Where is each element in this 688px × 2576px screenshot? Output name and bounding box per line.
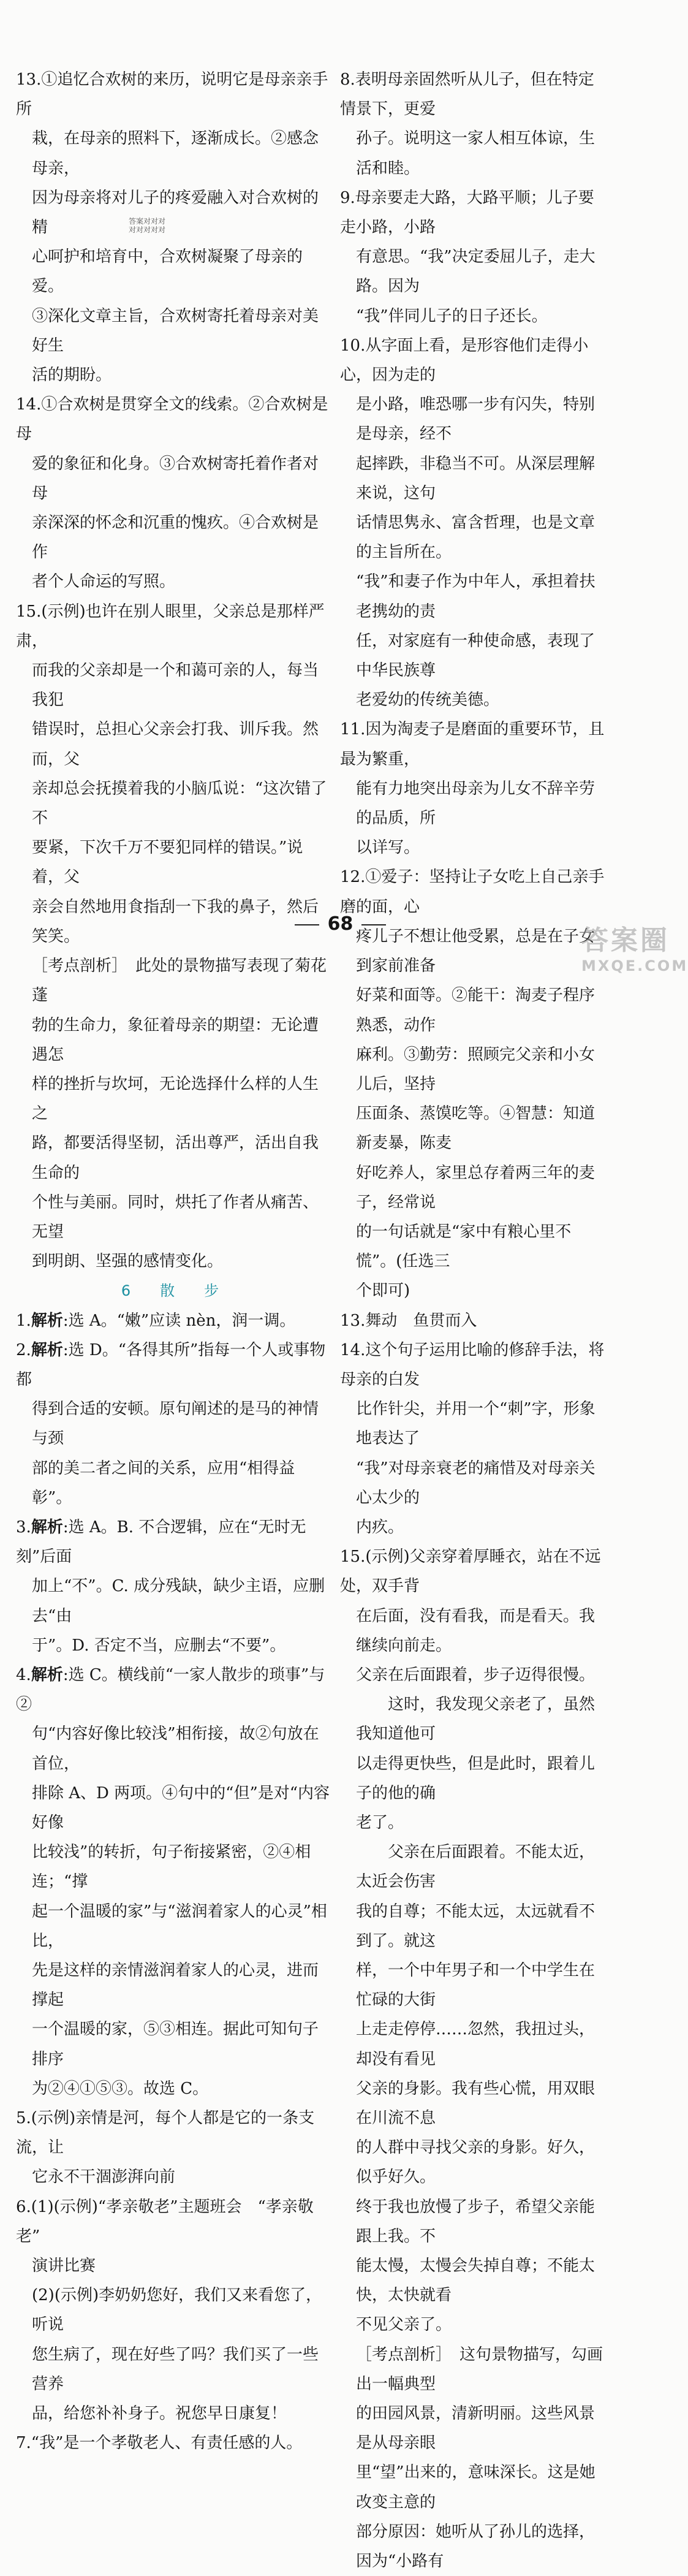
text-line: 疼儿子不想让他受累，总是在子女到家前准备 bbox=[356, 927, 595, 976]
text-line bbox=[16, 1660, 331, 1719]
text-line: 品，给您补补身子。祝您早日康复！ bbox=[32, 2404, 287, 2423]
text-line: 上走走停停……忽然，我扭过头，却没有看见 bbox=[356, 2020, 595, 2069]
text-line: 12.①爱子：坚持让子女吃上自己亲手磨的面，心 bbox=[340, 868, 605, 916]
dash-left bbox=[295, 924, 319, 925]
text-line: 9.母亲要走大路，大路平顺；儿子要走小路，小路 bbox=[340, 188, 594, 237]
text-line: 亲深深的怀念和沉重的愧疚。④合欢树是作 bbox=[32, 514, 319, 562]
answer-r8 bbox=[340, 65, 605, 183]
text-line: 7.“我”是一个孝敬老人、有责任感的人。 bbox=[16, 2434, 303, 2453]
text-line: 活的期盼。 bbox=[32, 366, 112, 385]
watermark-text: 答案圈 bbox=[581, 925, 670, 956]
answer-r11 bbox=[340, 715, 605, 862]
text-line: 演讲比赛 bbox=[32, 2257, 96, 2276]
analysis-line: ［考点剖析］ 此处的景物描写表现了菊花蓬 bbox=[32, 957, 327, 1005]
text-line: 父亲在后面跟着，步子迈得很慢。 bbox=[356, 1665, 595, 1684]
item-number: 2. bbox=[16, 1340, 31, 1359]
text-line: 为②④①⑤③。故选 C。 bbox=[32, 2079, 209, 2098]
text-line bbox=[16, 1306, 331, 1335]
analysis-line: 路，都要活得坚韧，活出尊严，活出自我生命的 bbox=[32, 1134, 319, 1182]
text-line: 栽，在母亲的照料下，逐渐成长。②感念母亲， bbox=[32, 129, 319, 178]
text-line: 能太慢，太慢会失掉自尊；不能太快，太快就看 bbox=[356, 2257, 595, 2305]
text-line: 起一个温暖的家”与“滋润着家人的心灵”相比， bbox=[32, 1902, 327, 1950]
item-number: 4. bbox=[16, 1665, 31, 1684]
text-line: 的一句话就是“家中有粮心里不慌”。(任选三 bbox=[356, 1222, 572, 1271]
text-line: 起摔跌，非稳当不可。从深层理解来说，这句 bbox=[356, 454, 595, 503]
text-line: 先是这样的亲情滋润着家人的心灵，进而撑起 bbox=[32, 1961, 319, 2010]
text-line: 因为母亲将对儿子的疼爱融入对合欢树的精 bbox=[32, 188, 319, 237]
text-line: 孙子。说明这一家人相互体谅，生活和睦。 bbox=[356, 129, 595, 178]
text-line bbox=[16, 1335, 331, 1394]
text-line: 心呵护和培育中，合欢树凝聚了母亲的爱。 bbox=[32, 248, 303, 296]
text-line: 话情思隽永、富含哲理，也是文章的主旨所在。 bbox=[356, 514, 595, 562]
text-line: 好菜和面等。②能干：淘麦子程序熟悉，动作 bbox=[356, 986, 595, 1035]
answer-r10 bbox=[340, 331, 605, 715]
text-line: 能有力地突出母亲为儿女不辞辛劳的品质，所 bbox=[356, 779, 595, 828]
answer-s5 bbox=[16, 2103, 331, 2192]
analysis-label: 解析 bbox=[31, 1311, 63, 1330]
text-line: 以详写。 bbox=[356, 838, 420, 857]
watermark-logo bbox=[581, 918, 688, 975]
text-line: 错误时，总担心父亲会打我、训斥我。然而，父 bbox=[32, 720, 319, 769]
answer-s7 bbox=[16, 2428, 331, 2458]
text-line: 这时，我发现父亲老了，虽然我知道他可 bbox=[356, 1695, 595, 1744]
text-line: 麻利。③勤劳：照顾完父亲和小女儿后，坚持 bbox=[356, 1045, 595, 1093]
answer-s3 bbox=[16, 1513, 331, 1660]
answer-r9 bbox=[340, 183, 605, 331]
text-line: 爱的象征和化身。③合欢树寄托着作者对母 bbox=[32, 454, 319, 503]
text-line: 13.舞动 鱼贯而入 bbox=[340, 1311, 477, 1330]
text-line: 亲却总会抚摸着我的小脑瓜说：“这次错了不 bbox=[32, 779, 327, 828]
analysis-line: ［考点剖析］ 这句景物描写，勾画出一幅典型 bbox=[356, 2345, 603, 2393]
text-line: 6.(1)(示例)“孝亲敬老”主题班会 “孝亲敬老” bbox=[16, 2197, 314, 2246]
text-line: 比较浅”的转折，句子衔接紧密，②④相连；“撑 bbox=[32, 1843, 311, 1891]
text-line: 父亲的身影。我有些心慌，用双眼在川流不息 bbox=[356, 2079, 595, 2128]
text-line: 笑笑。 bbox=[32, 927, 80, 946]
answer-15 bbox=[16, 597, 331, 1277]
text-line: 5.(示例)亲情是河，每个人都是它的一条支流，让 bbox=[16, 2109, 315, 2157]
text-line: “我”伴同儿子的日子还长。 bbox=[356, 306, 548, 325]
analysis-line: 的田园风景，清新明丽。这些风景是从母亲眼 bbox=[356, 2404, 595, 2453]
text-line: 压面条、蒸馍吃等。④智慧：知道新麦暴，陈麦 bbox=[356, 1104, 595, 1153]
dash-right bbox=[361, 924, 386, 925]
text-line: 老了。 bbox=[356, 1813, 404, 1832]
text-line: 于”。D. 否定不当，应删去“不要”。 bbox=[32, 1636, 286, 1655]
line-text: :选 A。B. 不合逻辑，应在“无时无刻”后面 bbox=[16, 1518, 306, 1567]
text-line: 11.因为淘麦子是磨面的重要环节，且最为繁重， bbox=[340, 720, 605, 769]
text-line: 一个温暖的家，⑤③相连。据此可知句子排序 bbox=[32, 2020, 319, 2069]
stamp-overlay bbox=[129, 217, 165, 234]
answer-r14 bbox=[340, 1335, 605, 1542]
answer-r13 bbox=[340, 1306, 605, 1335]
text-line: 是小路，唯恐哪一步有闪失，特别是母亲，经不 bbox=[356, 395, 595, 444]
text-line: 14.这个句子运用比喻的修辞手法，将母亲的白发 bbox=[340, 1340, 605, 1389]
left-column bbox=[16, 65, 331, 2458]
text-line: “我”对母亲衰老的痛惜及对母亲关心太少的 bbox=[356, 1459, 595, 1507]
text-line: 15.(示例)也许在别人眼里，父亲总是那样严肃， bbox=[16, 602, 325, 650]
stamp-text: 答案对对对 bbox=[129, 217, 166, 226]
text-line: 而我的父亲却是一个和蔼可亲的人，每当我犯 bbox=[32, 661, 319, 710]
text-line: 部的美二者之间的关系，应用“相得益彰”。 bbox=[32, 1459, 295, 1507]
answer-s2 bbox=[16, 1335, 331, 1513]
text-line: 比作针尖，并用一个“刺”字，形象地表达了 bbox=[356, 1400, 595, 1448]
page-number bbox=[0, 913, 681, 935]
text-line: 14.①合欢树是贯穿全文的线索。②合欢树是母 bbox=[16, 395, 328, 444]
text-line: 亲会自然地用食指刮一下我的鼻子，然后 bbox=[32, 897, 319, 916]
text-line: 在后面，没有看我，而是看天。我继续向前走。 bbox=[356, 1606, 595, 1655]
analysis-line: 个性与美丽。同时，烘托了作者从痛苦、无望 bbox=[32, 1193, 319, 1241]
text-line: 加上“不”。C. 成分残缺，缺少主语，应删去“由 bbox=[32, 1577, 325, 1625]
text-line: 不见父亲了。 bbox=[356, 2316, 452, 2335]
text-line: 老爱幼的传统美德。 bbox=[356, 691, 500, 710]
right-column bbox=[340, 65, 605, 2576]
analysis-label: 解析 bbox=[31, 1340, 63, 1359]
text-line: 有意思。“我”决定委屈儿子，走大路。因为 bbox=[356, 248, 595, 296]
text-line bbox=[16, 1513, 331, 1571]
text-line: 者个人命运的写照。 bbox=[32, 572, 176, 591]
text-line: 个即可) bbox=[356, 1282, 410, 1301]
text-line: 任，对家庭有一种使命感，表现了中华民族尊 bbox=[356, 631, 595, 680]
answer-s4 bbox=[16, 1660, 331, 2103]
answer-13 bbox=[16, 65, 331, 390]
answer-s6 bbox=[16, 2192, 331, 2429]
item-number: 3. bbox=[16, 1518, 31, 1537]
text-line: 句“内容好像比较浅”相衔接，故②句放在首位， bbox=[32, 1725, 319, 1773]
line-text: :选 C。横线前“一家人散步的琐事”与② bbox=[16, 1665, 325, 1714]
text-line: “我”和妻子作为中年人，承担着扶老携幼的责 bbox=[356, 572, 595, 621]
section-title: 6 散 步 bbox=[121, 1282, 227, 1300]
text-line: 的人群中寻找父亲的身影。好久，似乎好久。 bbox=[356, 2138, 595, 2187]
text-line: 13.①追忆合欢树的来历，说明它是母亲亲手所 bbox=[16, 70, 328, 119]
text-line: 10.从字面上看，是形容他们走得小心，因为走的 bbox=[340, 336, 589, 385]
text-line: 以走得更快些，但是此时，跟着儿子的他的确 bbox=[356, 1754, 595, 1803]
analysis-label: 解析 bbox=[31, 1518, 63, 1537]
text-line: 好吃养人，家里总存着两三年的麦子，经常说 bbox=[356, 1163, 595, 1212]
line-text: :选 A。“嫩”应读 nèn，润一调。 bbox=[62, 1311, 296, 1330]
text-line: ③深化文章主旨，合欢树寄托着母亲对美好生 bbox=[32, 306, 319, 355]
watermark-url: MXQE.COM bbox=[581, 957, 688, 975]
answer-14 bbox=[16, 390, 331, 596]
text-line: (2)(示例)李奶奶您好，我们又来看您了，听说 bbox=[32, 2286, 322, 2335]
analysis-line: 到明朗、坚强的感情变化。 bbox=[32, 1252, 224, 1271]
line-text: :选 D。“各得其所”指每一个人或事物都 bbox=[16, 1340, 326, 1389]
answer-r15 bbox=[340, 1542, 605, 2576]
page-number-text: 68 bbox=[327, 913, 353, 935]
analysis-line: 部分原因：她听从了孙儿的选择，因为“小路有 bbox=[356, 2522, 595, 2571]
text-line: 样，一个中年男子和一个中学生在忙碌的大街 bbox=[356, 1961, 595, 2010]
text-line: 它永不干涸澎湃向前 bbox=[32, 2168, 176, 2187]
stamp-text: 对对对对对 bbox=[129, 226, 166, 234]
text-line: 排除 A、D 两项。④句中的“但”是对“内容好像 bbox=[32, 1784, 330, 1832]
answer-s1 bbox=[16, 1306, 331, 1335]
item-number: 1. bbox=[16, 1311, 31, 1330]
text-line: 15.(示例)父亲穿着厚睡衣，站在不远处，双手背 bbox=[340, 1548, 601, 1596]
text-line: 内疚。 bbox=[356, 1518, 404, 1537]
text-line: 您生病了，现在好些了吗？我们买了一些营养 bbox=[32, 2345, 319, 2393]
text-line: 要紧，下次千万不要犯同样的错误。”说着，父 bbox=[32, 838, 303, 887]
text-line: 8.表明母亲固然听从儿子，但在特定情景下，更爱 bbox=[340, 70, 594, 119]
text-line: 我的自尊；不能太远，太远就看不到了。就这 bbox=[356, 1902, 595, 1950]
analysis-label: 解析 bbox=[31, 1665, 63, 1684]
text-line: 父亲在后面跟着。不能太近，太近会伤害 bbox=[356, 1843, 595, 1891]
analysis-line: 样的挫折与坎坷，无论选择什么样的人生之 bbox=[32, 1074, 319, 1123]
analysis-line: 里“望”出来的，意味深长。这是她改变主意的 bbox=[356, 2463, 595, 2512]
analysis-line: 勃的生命力，象征着母亲的期望：无论遭遇怎 bbox=[32, 1016, 319, 1064]
text-line: 得到合适的安顿。原句阐述的是马的神情与颈 bbox=[32, 1400, 319, 1448]
text-line: 终于我也放慢了步子，希望父亲能跟上我。不 bbox=[356, 2197, 595, 2246]
